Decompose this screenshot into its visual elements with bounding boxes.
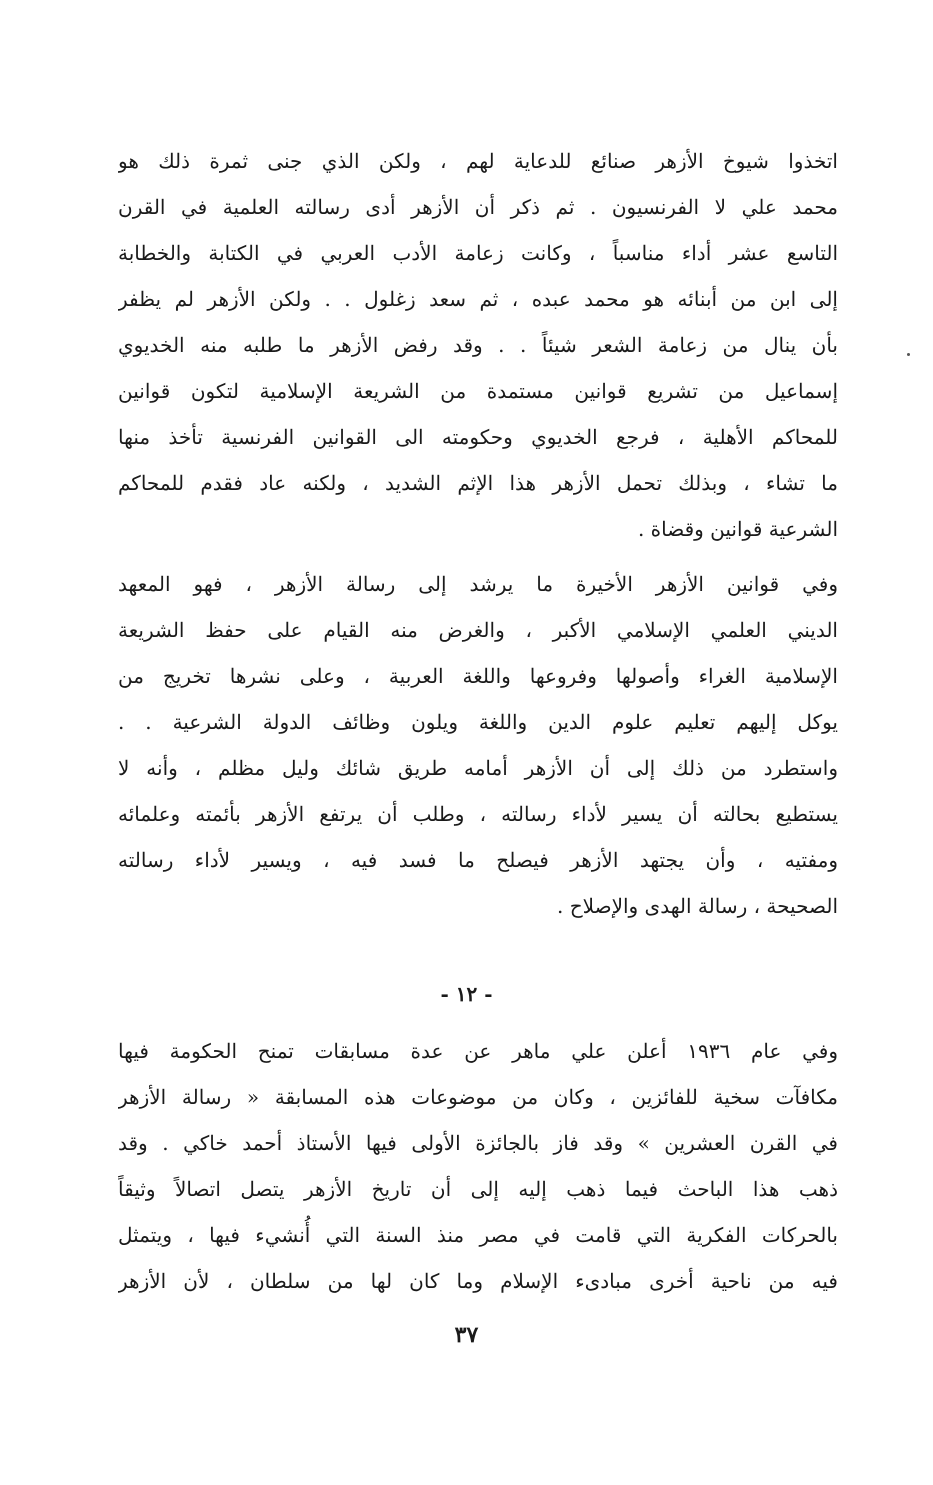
text-line: الصحيحة ، رسالة الهدى والإصلاح .	[557, 894, 838, 918]
text-line: بأن ينال من زعامة الشعر شيئاً . . وقد رفض الأزهر ما طلبه منه الخديوي	[118, 333, 838, 357]
text-line: ما تشاء ، وبذلك تحمل الأزهر هذا الإثم الشديد ، ولكنه عاد فقدم للمحاكم	[118, 471, 838, 495]
section-number: - ١٢ -	[440, 982, 493, 1006]
paragraph-1	[118, 138, 838, 552]
paragraph-3	[118, 1028, 838, 1304]
text-line: بالحركات الفكرية التي قامت في مصر منذ السنة التي أُنشيء فيها ، ويتمثل	[118, 1223, 838, 1247]
text-line: ذهب هذا الباحث فيما ذهب إليه إلى أن تاريخ الأزهر يتصل اتصالاً وثيقاً	[118, 1177, 838, 1201]
text-line: وفي قوانين الأزهر الأخيرة ما يرشد إلى رسالة الأزهر ، فهو المعهد	[118, 572, 838, 596]
text-line: واستطرد من ذلك إلى أن الأزهر أمامه طريق شائك وليل مظلم ، وأنه لا	[118, 756, 838, 780]
text-line: وفي عام ١٩٣٦ أعلن علي ماهر عن عدة مسابقات تمنح الحكومة فيها	[118, 1039, 838, 1063]
page-number: ٣٧	[454, 1322, 479, 1348]
text-line: للمحاكم الأهلية ، فرجع الخديوي وحكومته الى القوانين الفرنسية تأخذ منها	[118, 425, 838, 449]
text-line: في القرن العشرين » وقد فاز بالجائزة الأولى فيها الأستاذ أحمد خاكي . وقد	[118, 1131, 838, 1155]
text-line: محمد علي لا الفرنسيون . ثم ذكر أن الأزهر أدى رسالته العلمية في القرن	[118, 195, 838, 219]
text-line: يوكل إليهم تعليم علوم الدين واللغة ويلون وظائف الدولة الشرعية . .	[118, 710, 838, 734]
text-line: التاسع عشر أداء مناسباً ، وكانت زعامة الأدب العربي في الكتابة والخطابة	[118, 241, 838, 265]
text-line: مكافآت سخية للفائزين ، وكان من موضوعات هذه المسابقة « رسالة الأزهر	[118, 1085, 838, 1109]
text-line: الديني العلمي الإسلامي الأكبر ، والغرض منه القيام على حفظ الشريعة	[118, 618, 838, 642]
text-line: إسماعيل من تشريع قوانين مستمدة من الشريعة الإسلامية لتكون قوانين	[118, 379, 838, 403]
scan-speck	[907, 353, 910, 356]
text-line: الشرعية قوانين وقضاة .	[637, 517, 838, 541]
text-line: اتخذوا شيوخ الأزهر صنائع للدعاية لهم ، ولكن الذي جنى ثمرة ذلك هو	[118, 149, 838, 173]
text-line: إلى ابن من أبنائه هو محمد عبده ، ثم سعد زغلول . . ولكن الأزهر لم يظفر	[118, 287, 838, 311]
text-line: الإسلامية الغراء وأصولها وفروعها واللغة العربية ، وعلى نشرها تخريج من	[118, 664, 838, 688]
text-line: يستطيع بحالته أن يسير لأداء رسالته ، وطلب أن يرتفع الأزهر بأئمته وعلمائه	[118, 802, 838, 826]
text-line: فيه من ناحية أخرى مبادىء الإسلام وما كان لها من سلطان ، لأن الأزهر	[118, 1269, 838, 1293]
text-line: ومفتيه ، وأن يجتهد الأزهر فيصلح ما فسد فيه ، ويسير لأداء رسالته	[118, 848, 838, 872]
paragraph-2	[118, 561, 838, 929]
